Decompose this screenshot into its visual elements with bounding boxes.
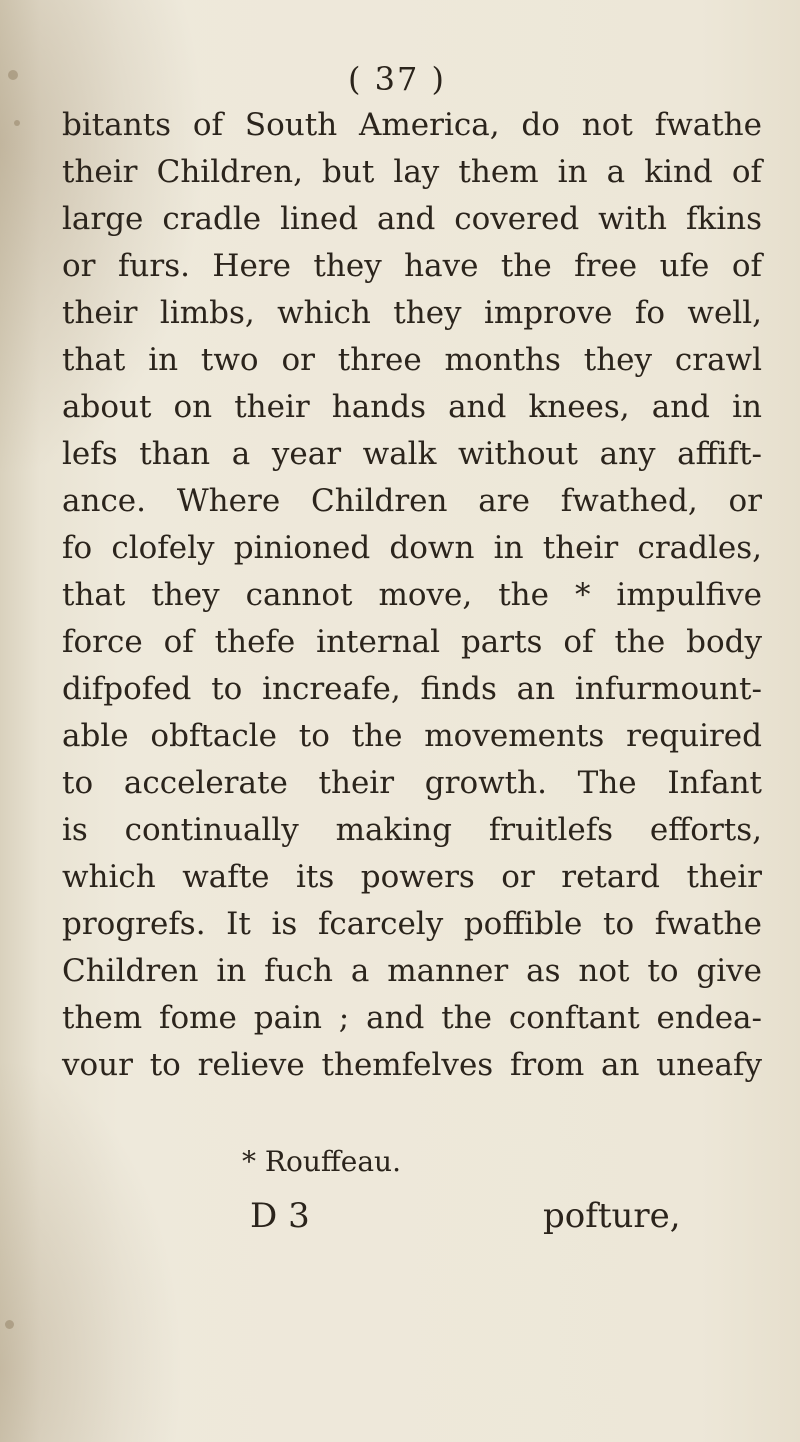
text-line: fo clofely pinioned down in their cradles, (62, 530, 762, 566)
foxing-spot (14, 120, 20, 126)
text-line: which wafte its powers or retard their (62, 859, 762, 895)
text-line: vour to relieve themfelves from an uneafy (62, 1047, 762, 1083)
text-line: difpofed to increafe, finds an infurmount- (62, 671, 762, 707)
signature-mark: D 3 (250, 1196, 310, 1236)
text-line: about on their hands and knees, and in (62, 389, 762, 425)
text-line: bitants of South America, do not fwathe (62, 107, 762, 143)
text-line: lefs than a year walk without any affift- (62, 436, 762, 472)
text-line: force of thefe internal parts of the body (62, 624, 762, 660)
body-text (62, 102, 762, 1089)
text-line: ance. Where Children are fwathed, or (62, 483, 762, 519)
footnote: * Rouffeau. (242, 1145, 401, 1178)
page-number: ( 37 ) (348, 60, 447, 98)
text-line: them fome pain ; and the conftant endea- (62, 1000, 762, 1036)
text-line: progrefs. It is fcarcely poffible to fwathe (62, 906, 762, 942)
foxing-spot (5, 1320, 14, 1329)
text-line: their limbs, which they improve fo well, (62, 295, 762, 331)
text-line: or furs. Here they have the free ufe of (62, 248, 762, 284)
text-line: able obftacle to the movements required (62, 718, 762, 754)
text-line: Children in fuch a manner as not to give (62, 953, 762, 989)
text-line: is continually making fruitlefs efforts, (62, 812, 762, 848)
text-line: to accelerate their growth. The Infant (62, 765, 762, 801)
foxing-spot (8, 70, 18, 80)
catchword: pofture, (543, 1196, 681, 1236)
text-line: their Children, but lay them in a kind of (62, 154, 762, 190)
text-line: that in two or three months they crawl (62, 342, 762, 378)
text-line: that they cannot move, the * impulfive (62, 577, 762, 613)
text-line: large cradle lined and covered with fkins (62, 201, 762, 237)
